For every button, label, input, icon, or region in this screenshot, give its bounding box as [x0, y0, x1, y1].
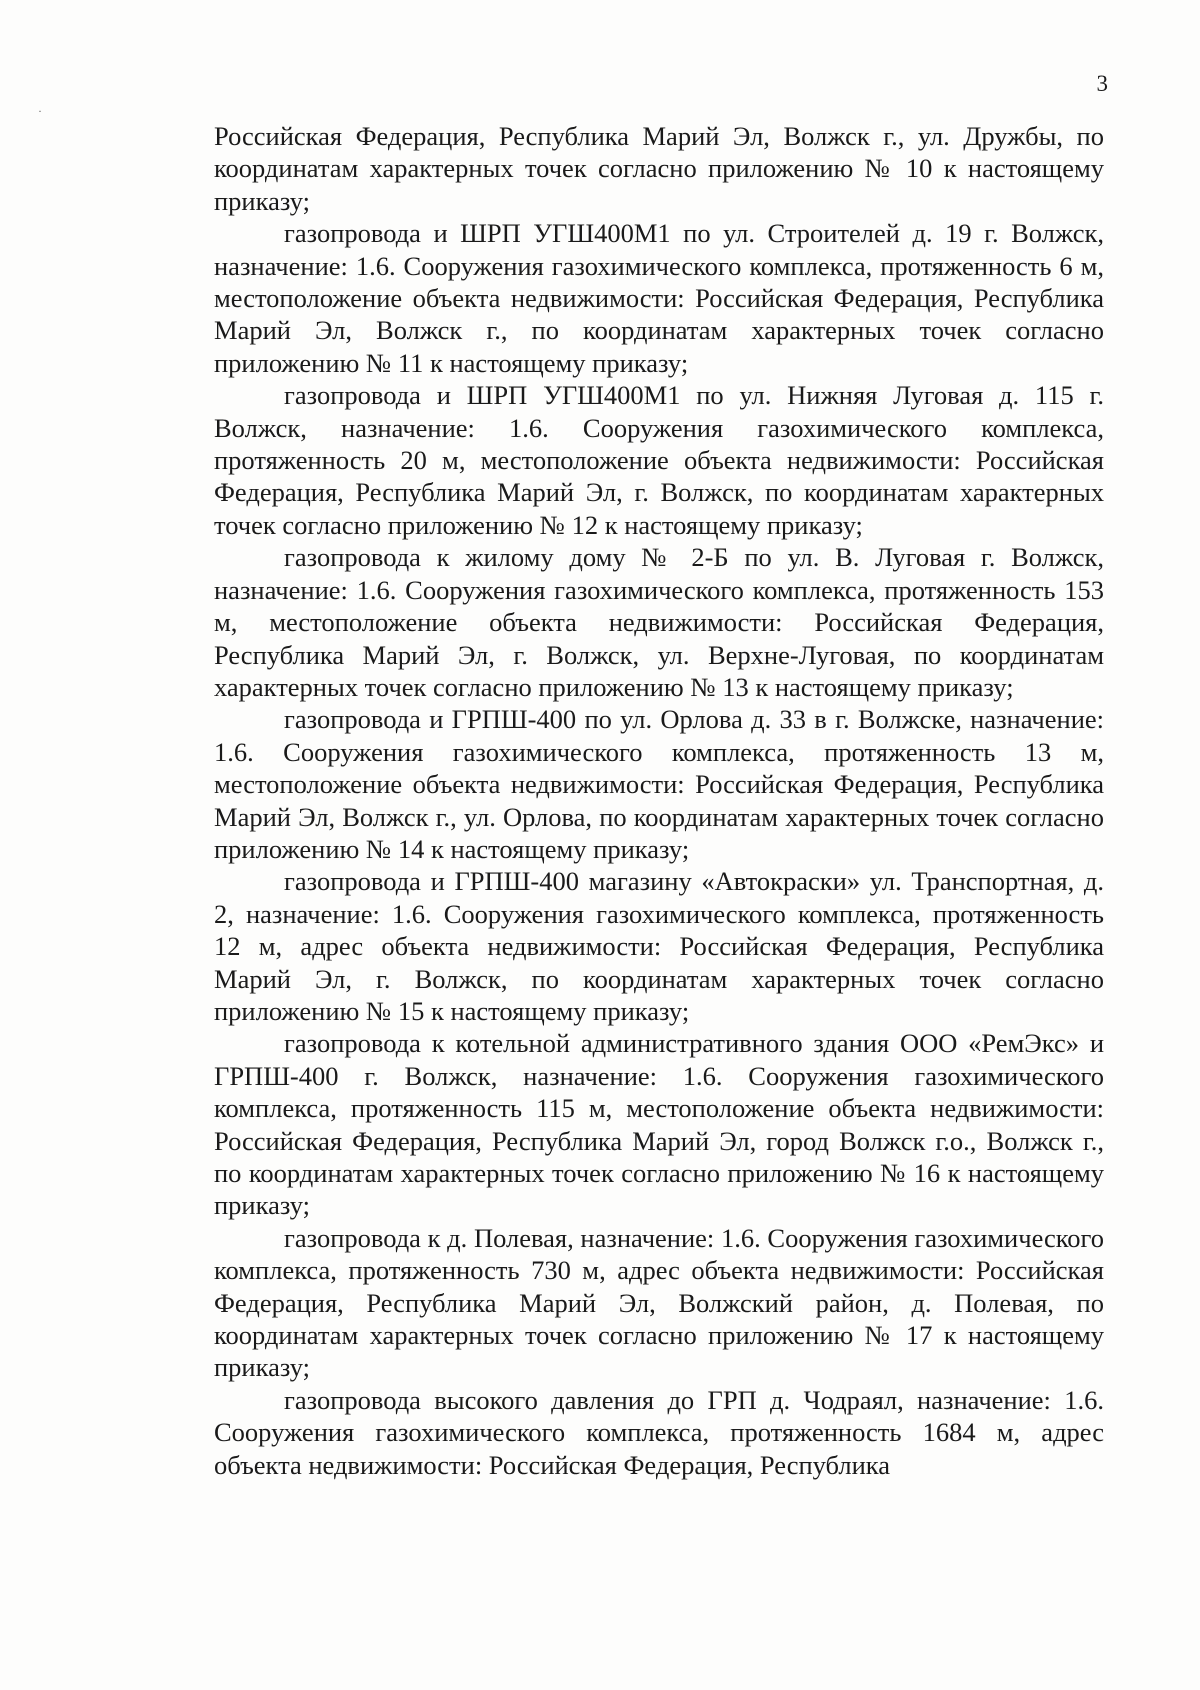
- paragraph-item-12: газопровода и ШРП УГШ400М1 по ул. Нижняя Луговая д. 115 г. Волжск, назначение: 1.6. Сооружения газохимического комплекса, протяженность 20 м, местоположение объекта недвижимости: Российская Федерация, Республика Марий Эл, г. Волжск, по координатам характерных точек согласно приложению № 12 к настоящему приказу;: [214, 380, 1104, 540]
- document-body: [214, 120, 1104, 1481]
- scan-speck: ·: [38, 104, 42, 118]
- paragraph-item-14: газопровода и ГРПШ-400 по ул. Орлова д. 33 в г. Волжске, назначение: 1.6. Сооружения газохимического комплекса, протяженность 13 м, местоположение объекта недвижимости: Российская Федерация, Республика Марий Эл, Волжск г., ул. Орлова, по координатам характерных точек согласно приложению № 14 к настоящему приказу;: [214, 704, 1104, 864]
- paragraph-continuation: Российская Федерация, Республика Марий Эл, Волжск г., ул. Дружбы, по координатам характерных точек согласно приложению № 10 к настоящему приказу;: [214, 121, 1104, 216]
- paragraph-item-18: газопровода высокого давления до ГРП д. Чодраял, назначение: 1.6. Сооружения газохимического комплекса, протяженность 1684 м, адрес объекта недвижимости: Российская Федерация, Республика: [214, 1384, 1104, 1480]
- paragraph-item-15: газопровода и ГРПШ-400 магазину «Автокраски» ул. Транспортная, д. 2, назначение: 1.6. Сооружения газохимического комплекса, протяженность 12 м, адрес объекта недвижимости: Российская Федерация, Республика Марий Эл, г. Волжск, по координатам характерных точек согласно приложению № 15 к настоящему приказу;: [214, 866, 1104, 1026]
- page-number: 3: [1096, 71, 1108, 96]
- paragraph-item-17: газопровода к д. Полевая, назначение: 1.6. Сооружения газохимического комплекса, протяженность 730 м, адрес объекта недвижимости: Российская Федерация, Республика Марий Эл, Волжский район, д. Полевая, по координатам характерных точек согласно приложению № 17 к настоящему приказу;: [214, 1222, 1104, 1383]
- paragraph-item-13: газопровода к жилому дому № 2-Б по ул. В. Луговая г. Волжск, назначение: 1.6. Сооружения газохимического комплекса, протяженность 153 м, местоположение объекта недвижимости: Российская Федерация, Республика Марий Эл, г. Волжск, ул. Верхне-Луговая, по координатам характерных точек согласно приложению № 13 к настоящему приказу;: [214, 542, 1104, 702]
- paragraph-item-16: газопровода к котельной административного здания ООО «РемЭкс» и ГРПШ-400 г. Волжск, назначение: 1.6. Сооружения газохимического комплекса, протяженность 115 м, местоположение объекта недвижимости: Российская Федерация, Республика Марий Эл, город Волжск г.о., Волжск г., по координатам характерных точек согласно приложению № 16 к настоящему приказу;: [214, 1028, 1104, 1221]
- paragraph-item-11: газопровода и ШРП УГШ400М1 по ул. Строителей д. 19 г. Волжск, назначение: 1.6. Сооружения газохимического комплекса, протяженность 6 м, местоположение объекта недвижимости: Российская Федерация, Республика Марий Эл, Волжск г., по координатам характерных точек согласно приложению № 11 к настоящему приказу;: [214, 218, 1104, 378]
